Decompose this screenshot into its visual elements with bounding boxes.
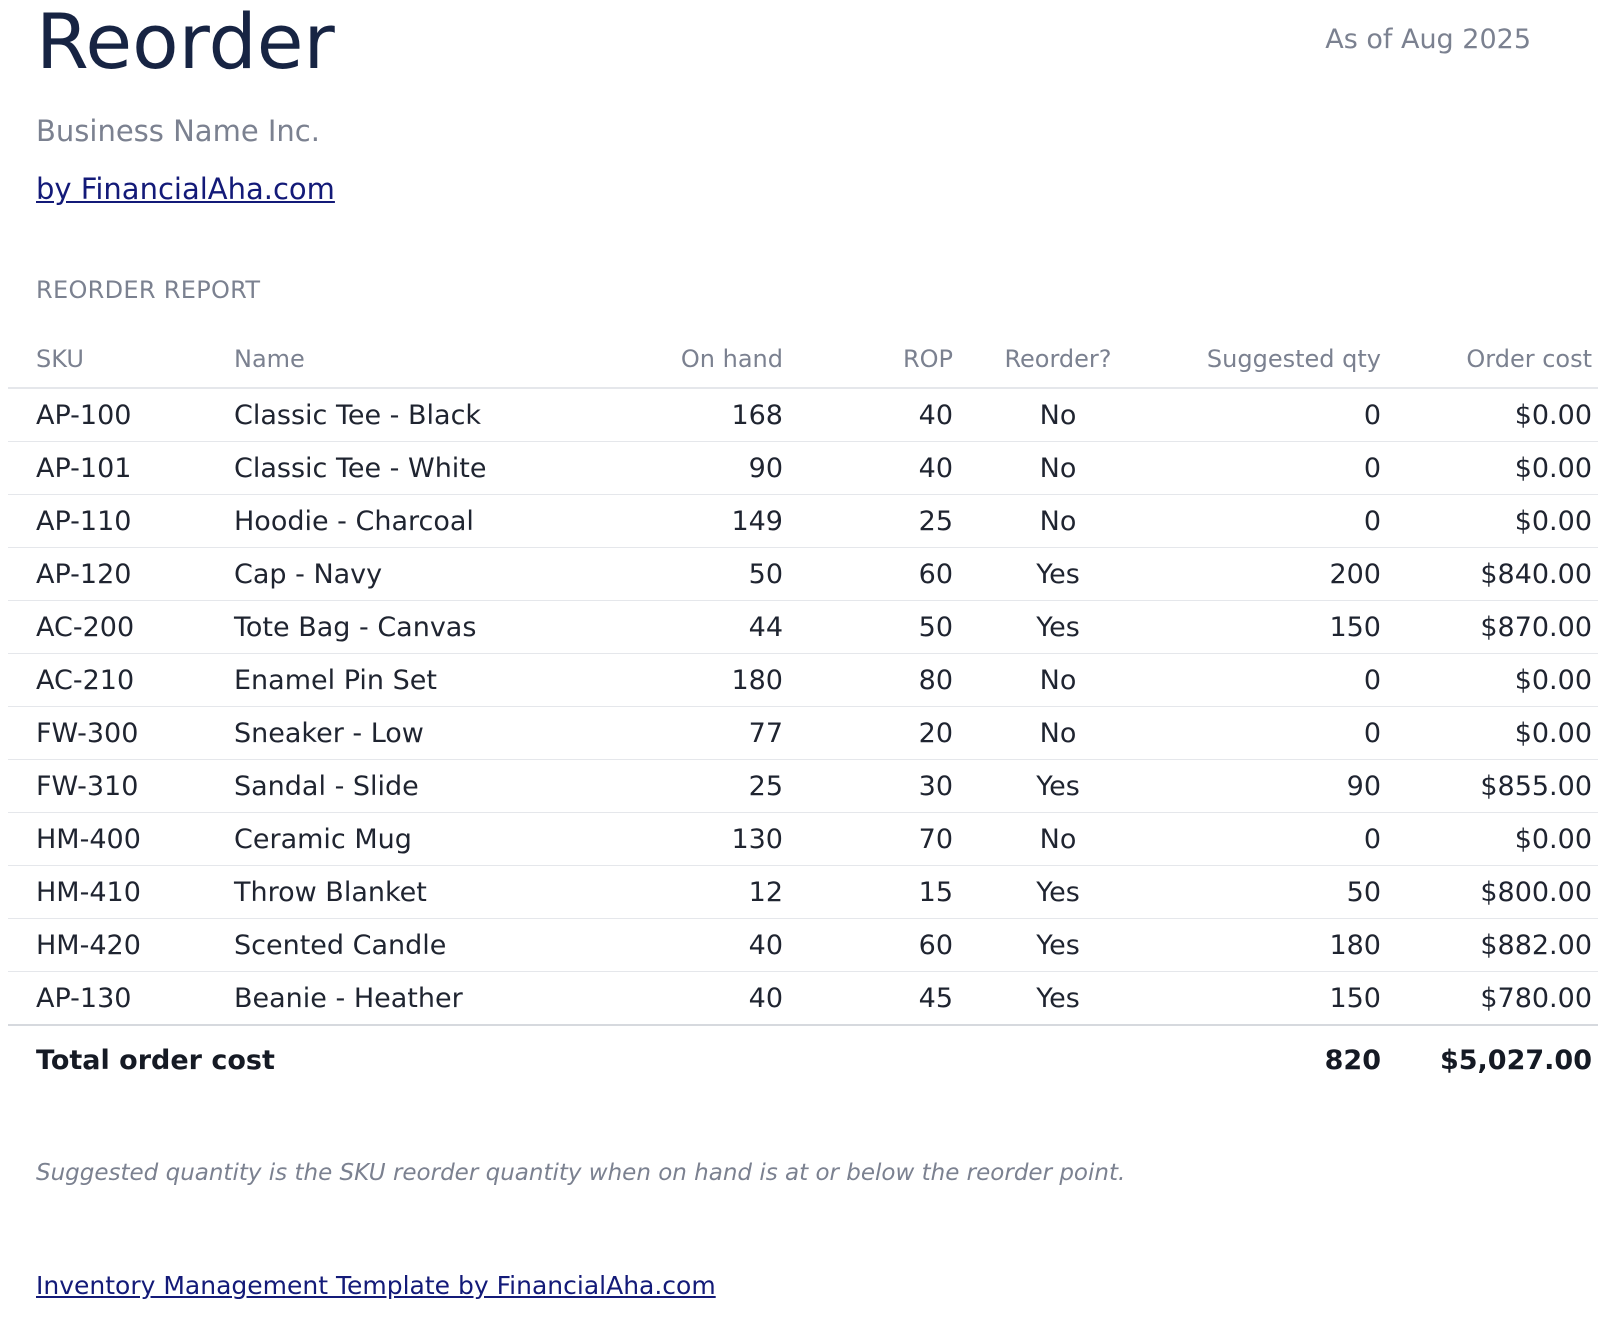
table-row xyxy=(8,388,1598,442)
sku-cell: AP-110 xyxy=(8,495,234,548)
column-header-on-hand: On hand xyxy=(584,330,783,388)
order-cost-cell: $855.00 xyxy=(1381,760,1598,813)
suggested-qty-cell: 150 xyxy=(1163,601,1381,654)
table-body xyxy=(8,388,1598,1025)
table-row xyxy=(8,972,1598,1026)
suggested-qty-cell: 0 xyxy=(1163,388,1381,442)
table-row xyxy=(8,601,1598,654)
rop-cell: 15 xyxy=(783,866,953,919)
suggested-qty-cell: 0 xyxy=(1163,654,1381,707)
page-title: Reorder xyxy=(36,0,335,86)
table-row xyxy=(8,654,1598,707)
table-row xyxy=(8,813,1598,866)
reorder-cell: No xyxy=(953,654,1163,707)
name-cell: Enamel Pin Set xyxy=(234,654,584,707)
footer-link[interactable]: Inventory Management Template by FinancialAha.com xyxy=(36,1271,716,1300)
reorder-cell: Yes xyxy=(953,548,1163,601)
reorder-cell: No xyxy=(953,388,1163,442)
suggested-qty-cell: 180 xyxy=(1163,919,1381,972)
table-row xyxy=(8,442,1598,495)
name-cell: Tote Bag - Canvas xyxy=(234,601,584,654)
order-cost-cell: $0.00 xyxy=(1381,495,1598,548)
suggested-qty-cell: 90 xyxy=(1163,760,1381,813)
suggested-qty-cell: 0 xyxy=(1163,707,1381,760)
on-hand-cell: 180 xyxy=(584,654,783,707)
name-cell: Sneaker - Low xyxy=(234,707,584,760)
name-cell: Classic Tee - White xyxy=(234,442,584,495)
rop-cell: 20 xyxy=(783,707,953,760)
byline-link[interactable]: by FinancialAha.com xyxy=(36,172,335,206)
reorder-cell: No xyxy=(953,495,1163,548)
suggested-qty-cell: 200 xyxy=(1163,548,1381,601)
name-cell: Beanie - Heather xyxy=(234,972,584,1026)
on-hand-cell: 40 xyxy=(584,919,783,972)
sku-cell: HM-410 xyxy=(8,866,234,919)
rop-cell: 70 xyxy=(783,813,953,866)
sku-cell: AC-210 xyxy=(8,654,234,707)
rop-cell: 45 xyxy=(783,972,953,1026)
name-cell: Scented Candle xyxy=(234,919,584,972)
name-cell: Ceramic Mug xyxy=(234,813,584,866)
total-order-cost: $5,027.00 xyxy=(1439,1044,1592,1076)
on-hand-cell: 149 xyxy=(584,495,783,548)
reorder-cell: No xyxy=(953,442,1163,495)
reorder-cell: No xyxy=(953,813,1163,866)
name-cell: Sandal - Slide xyxy=(234,760,584,813)
name-cell: Cap - Navy xyxy=(234,548,584,601)
on-hand-cell: 44 xyxy=(584,601,783,654)
sku-cell: FW-300 xyxy=(8,707,234,760)
column-header-name: Name xyxy=(234,330,584,388)
table-row xyxy=(8,919,1598,972)
table-row xyxy=(8,866,1598,919)
on-hand-cell: 168 xyxy=(584,388,783,442)
order-cost-cell: $0.00 xyxy=(1381,813,1598,866)
reorder-cell: Yes xyxy=(953,866,1163,919)
order-cost-cell: $0.00 xyxy=(1381,707,1598,760)
rop-cell: 40 xyxy=(783,442,953,495)
order-cost-cell: $0.00 xyxy=(1381,442,1598,495)
reorder-cell: No xyxy=(953,707,1163,760)
on-hand-cell: 130 xyxy=(584,813,783,866)
order-cost-cell: $840.00 xyxy=(1381,548,1598,601)
name-cell: Classic Tee - Black xyxy=(234,388,584,442)
suggested-qty-cell: 0 xyxy=(1163,442,1381,495)
reorder-cell: Yes xyxy=(953,601,1163,654)
reorder-table xyxy=(8,330,1598,1094)
rop-cell: 50 xyxy=(783,601,953,654)
as-of-date: As of Aug 2025 xyxy=(1325,24,1531,55)
total-row xyxy=(8,1025,1598,1094)
order-cost-cell: $870.00 xyxy=(1381,601,1598,654)
name-cell: Throw Blanket xyxy=(234,866,584,919)
rop-cell: 60 xyxy=(783,548,953,601)
column-header-suggested-qty: Suggested qty xyxy=(1163,330,1381,388)
footnote: Suggested quantity is the SKU reorder quantity when on hand is at or below the reorder point. xyxy=(36,1160,1126,1186)
table-row xyxy=(8,548,1598,601)
column-header-reorder: Reorder? xyxy=(953,330,1163,388)
sku-cell: AP-100 xyxy=(8,388,234,442)
rop-cell: 30 xyxy=(783,760,953,813)
sku-cell: AP-120 xyxy=(8,548,234,601)
sku-cell: AP-101 xyxy=(8,442,234,495)
on-hand-cell: 40 xyxy=(584,972,783,1026)
suggested-qty-cell: 0 xyxy=(1163,495,1381,548)
column-header-order-cost: Order cost xyxy=(1381,330,1598,388)
total-label: Total order cost xyxy=(36,1044,275,1076)
sku-cell: AP-130 xyxy=(8,972,234,1026)
rop-cell: 25 xyxy=(783,495,953,548)
table-header-row xyxy=(8,330,1598,388)
total-suggested-qty: 820 xyxy=(1324,1044,1381,1076)
name-cell: Hoodie - Charcoal xyxy=(234,495,584,548)
business-name: Business Name Inc. xyxy=(36,114,320,148)
rop-cell: 40 xyxy=(783,388,953,442)
suggested-qty-cell: 50 xyxy=(1163,866,1381,919)
table-row xyxy=(8,707,1598,760)
suggested-qty-cell: 150 xyxy=(1163,972,1381,1026)
reorder-cell: Yes xyxy=(953,760,1163,813)
on-hand-cell: 90 xyxy=(584,442,783,495)
on-hand-cell: 25 xyxy=(584,760,783,813)
order-cost-cell: $800.00 xyxy=(1381,866,1598,919)
on-hand-cell: 77 xyxy=(584,707,783,760)
on-hand-cell: 50 xyxy=(584,548,783,601)
column-header-sku: SKU xyxy=(8,330,234,388)
rop-cell: 80 xyxy=(783,654,953,707)
sku-cell: HM-400 xyxy=(8,813,234,866)
sku-cell: HM-420 xyxy=(8,919,234,972)
reorder-cell: Yes xyxy=(953,919,1163,972)
order-cost-cell: $780.00 xyxy=(1381,972,1598,1026)
order-cost-cell: $0.00 xyxy=(1381,654,1598,707)
column-header-rop: ROP xyxy=(783,330,953,388)
reorder-cell: Yes xyxy=(953,972,1163,1026)
on-hand-cell: 12 xyxy=(584,866,783,919)
sku-cell: AC-200 xyxy=(8,601,234,654)
table-row xyxy=(8,495,1598,548)
table-row xyxy=(8,760,1598,813)
rop-cell: 60 xyxy=(783,919,953,972)
order-cost-cell: $0.00 xyxy=(1381,388,1598,442)
section-label: REORDER REPORT xyxy=(36,276,261,304)
suggested-qty-cell: 0 xyxy=(1163,813,1381,866)
order-cost-cell: $882.00 xyxy=(1381,919,1598,972)
sku-cell: FW-310 xyxy=(8,760,234,813)
